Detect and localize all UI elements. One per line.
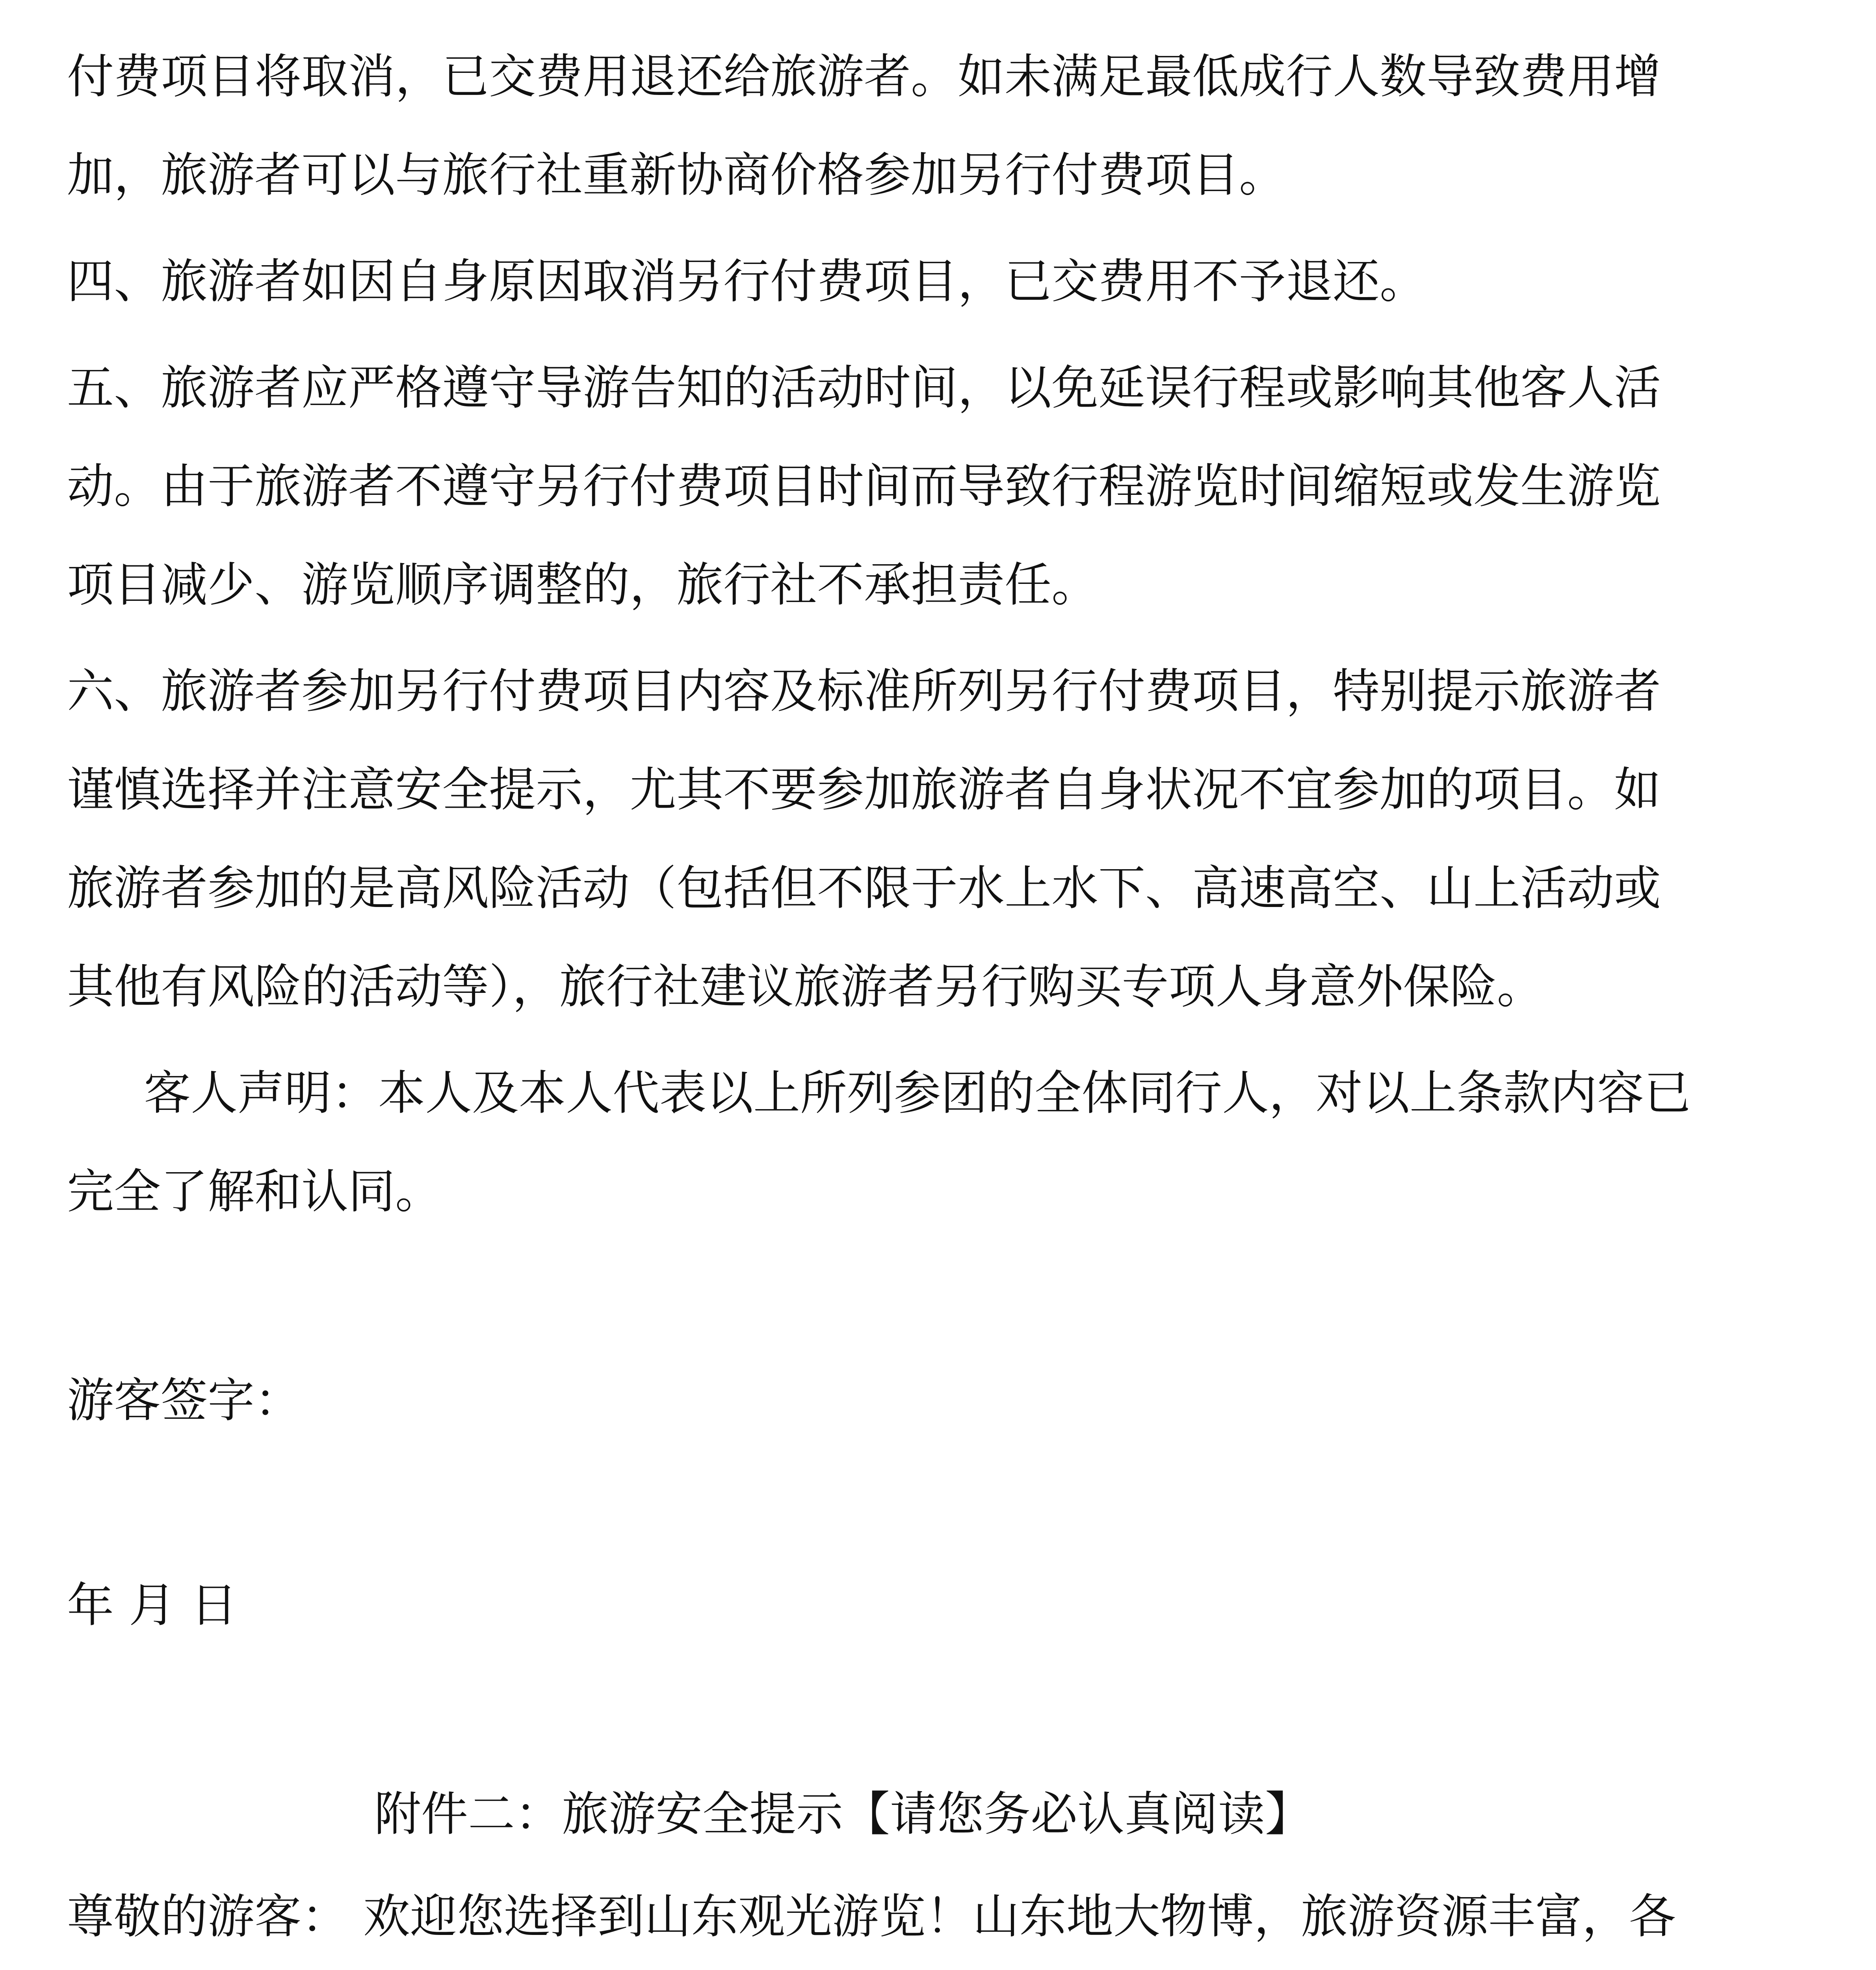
signature-label: 游客签字：	[67, 1373, 301, 1428]
paragraph-line: 谨慎选择并注意安全提示，尤其不要参加旅游者自身状况不宜参加的项目。如	[67, 763, 1661, 817]
paragraph-line: 动。由于旅游者不遵守另行付费项目时间而导致行程游览时间缩短或发生游览	[67, 459, 1661, 514]
paragraph-line: 完全了解和认同。	[67, 1165, 442, 1219]
customer-declaration: 客人声明：本人及本人代表以上所列参团的全体同行人，对以上条款内容已	[144, 1066, 1691, 1121]
paragraph-line: 付费项目将取消，已交费用退还给旅游者。如未满足最低成行人数导致费用增	[67, 50, 1661, 104]
attachment-title: 附件二：旅游安全提示【请您务必认真阅读】	[374, 1787, 1312, 1842]
paragraph-line: 五、旅游者应严格遵守导游告知的活动时间，以免延误行程或影响其他客人活	[67, 361, 1661, 415]
paragraph-line: 六、旅游者参加另行付费项目内容及标准所列另行付费项目，特别提示旅游者	[67, 664, 1661, 719]
paragraph-line: 其他有风险的活动等），旅行社建议旅游者另行购买专项人身意外保险。	[67, 960, 1544, 1014]
paragraph-line: 四、旅游者如因自身原因取消另行付费项目，已交费用不予退还。	[67, 255, 1427, 309]
date-line: 年 月 日	[67, 1578, 238, 1633]
paragraph-line: 旅游者参加的是高风险活动（包括但不限于水上水下、高速高空、山上活动或	[67, 861, 1661, 916]
paragraph-line: 项目减少、游览顺序调整的，旅行社不承担责任。	[67, 558, 1098, 612]
paragraph-line: 加，旅游者可以与旅行社重新协商价格参加另行付费项目。	[67, 148, 1286, 203]
paragraph-line: 尊敬的游客： 欢迎您选择到山东观光游览！山东地大物博，旅游资源丰富，各	[67, 1890, 1676, 1944]
